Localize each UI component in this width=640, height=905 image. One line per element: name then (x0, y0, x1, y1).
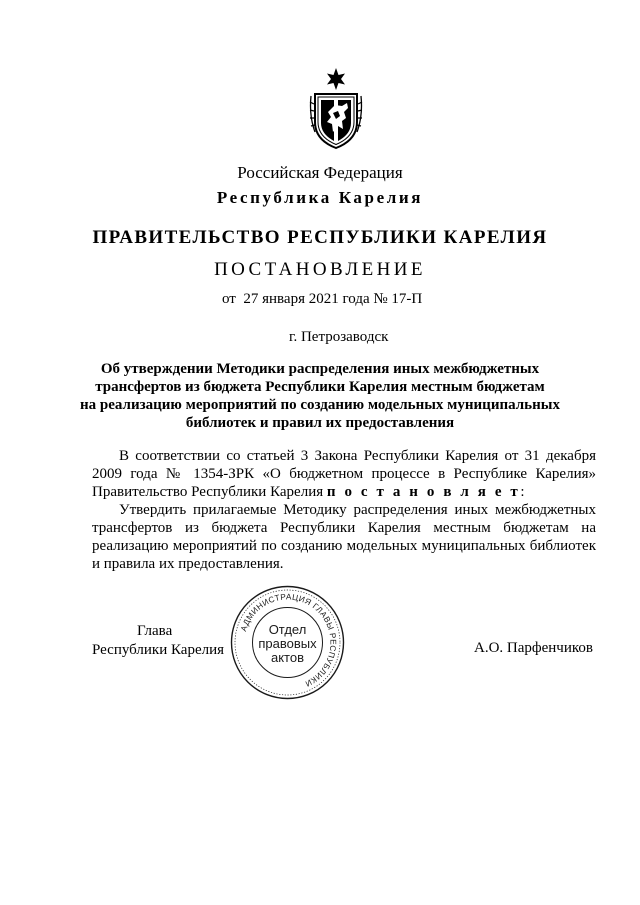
official-stamp (229, 584, 346, 701)
title-line: Об утверждении Методики распределения иных межбюджетных (100, 361, 540, 377)
country-name: Российская Федерация (237, 163, 403, 182)
title-line: библиотек и правил их предоставления (185, 415, 455, 431)
paragraph-text: В соответствии со статьей 3 Закона Республики Карелия от 31 декабря 2009 года № 1354-ЗРК «О бюджетном процессе в Республике Карелия» Правительство Республики Карелия (92, 448, 596, 500)
body-paragraph-1 (92, 447, 596, 501)
signatory-title (92, 622, 232, 660)
stamp-line2: правовых (258, 636, 317, 651)
paragraph-punctuation: : (520, 484, 525, 500)
signatory-name: А.О. Парфенчиков (474, 640, 593, 656)
document-date: от 27 января 2021 года № 17-П (222, 291, 423, 307)
document-title (0, 360, 640, 432)
document-type: ПОСТАНОВЛЕНИЕ (214, 259, 426, 280)
document-city: г. Петрозаводск (289, 329, 389, 345)
government-title: ПРАВИТЕЛЬСТВО РЕСПУБЛИКИ КАРЕЛИЯ (92, 227, 548, 248)
karelia-coat-of-arms-icon (307, 66, 365, 150)
stamp-line3: актов (270, 650, 305, 665)
decree-verb: п о с т а н о в л я е т (326, 484, 521, 500)
title-line: трансфертов из бюджета Республики Карелия местным бюджетам (95, 379, 545, 395)
signatory-title-line1: Глава (137, 623, 173, 639)
stamp-line1: Отдел (268, 622, 307, 637)
body-paragraph-2: Утвердить прилагаемые Методику распределения иных межбюджетных трансфертов из бюджета Республики Карелия местным бюджетам на реализацию мероприятий по созданию модельных муниципальных библиотек и правила их предоставления. (92, 502, 596, 572)
title-line: на реализацию мероприятий по созданию модельных муниципальных (80, 397, 560, 413)
signatory-title-line2: Республики Карелия (92, 642, 225, 658)
republic-name: Республика Карелия (216, 188, 424, 207)
stamp-ring-text: АДМИНИСТРАЦИЯ ГЛАВЫ РЕСПУБЛИКИ (239, 592, 338, 689)
